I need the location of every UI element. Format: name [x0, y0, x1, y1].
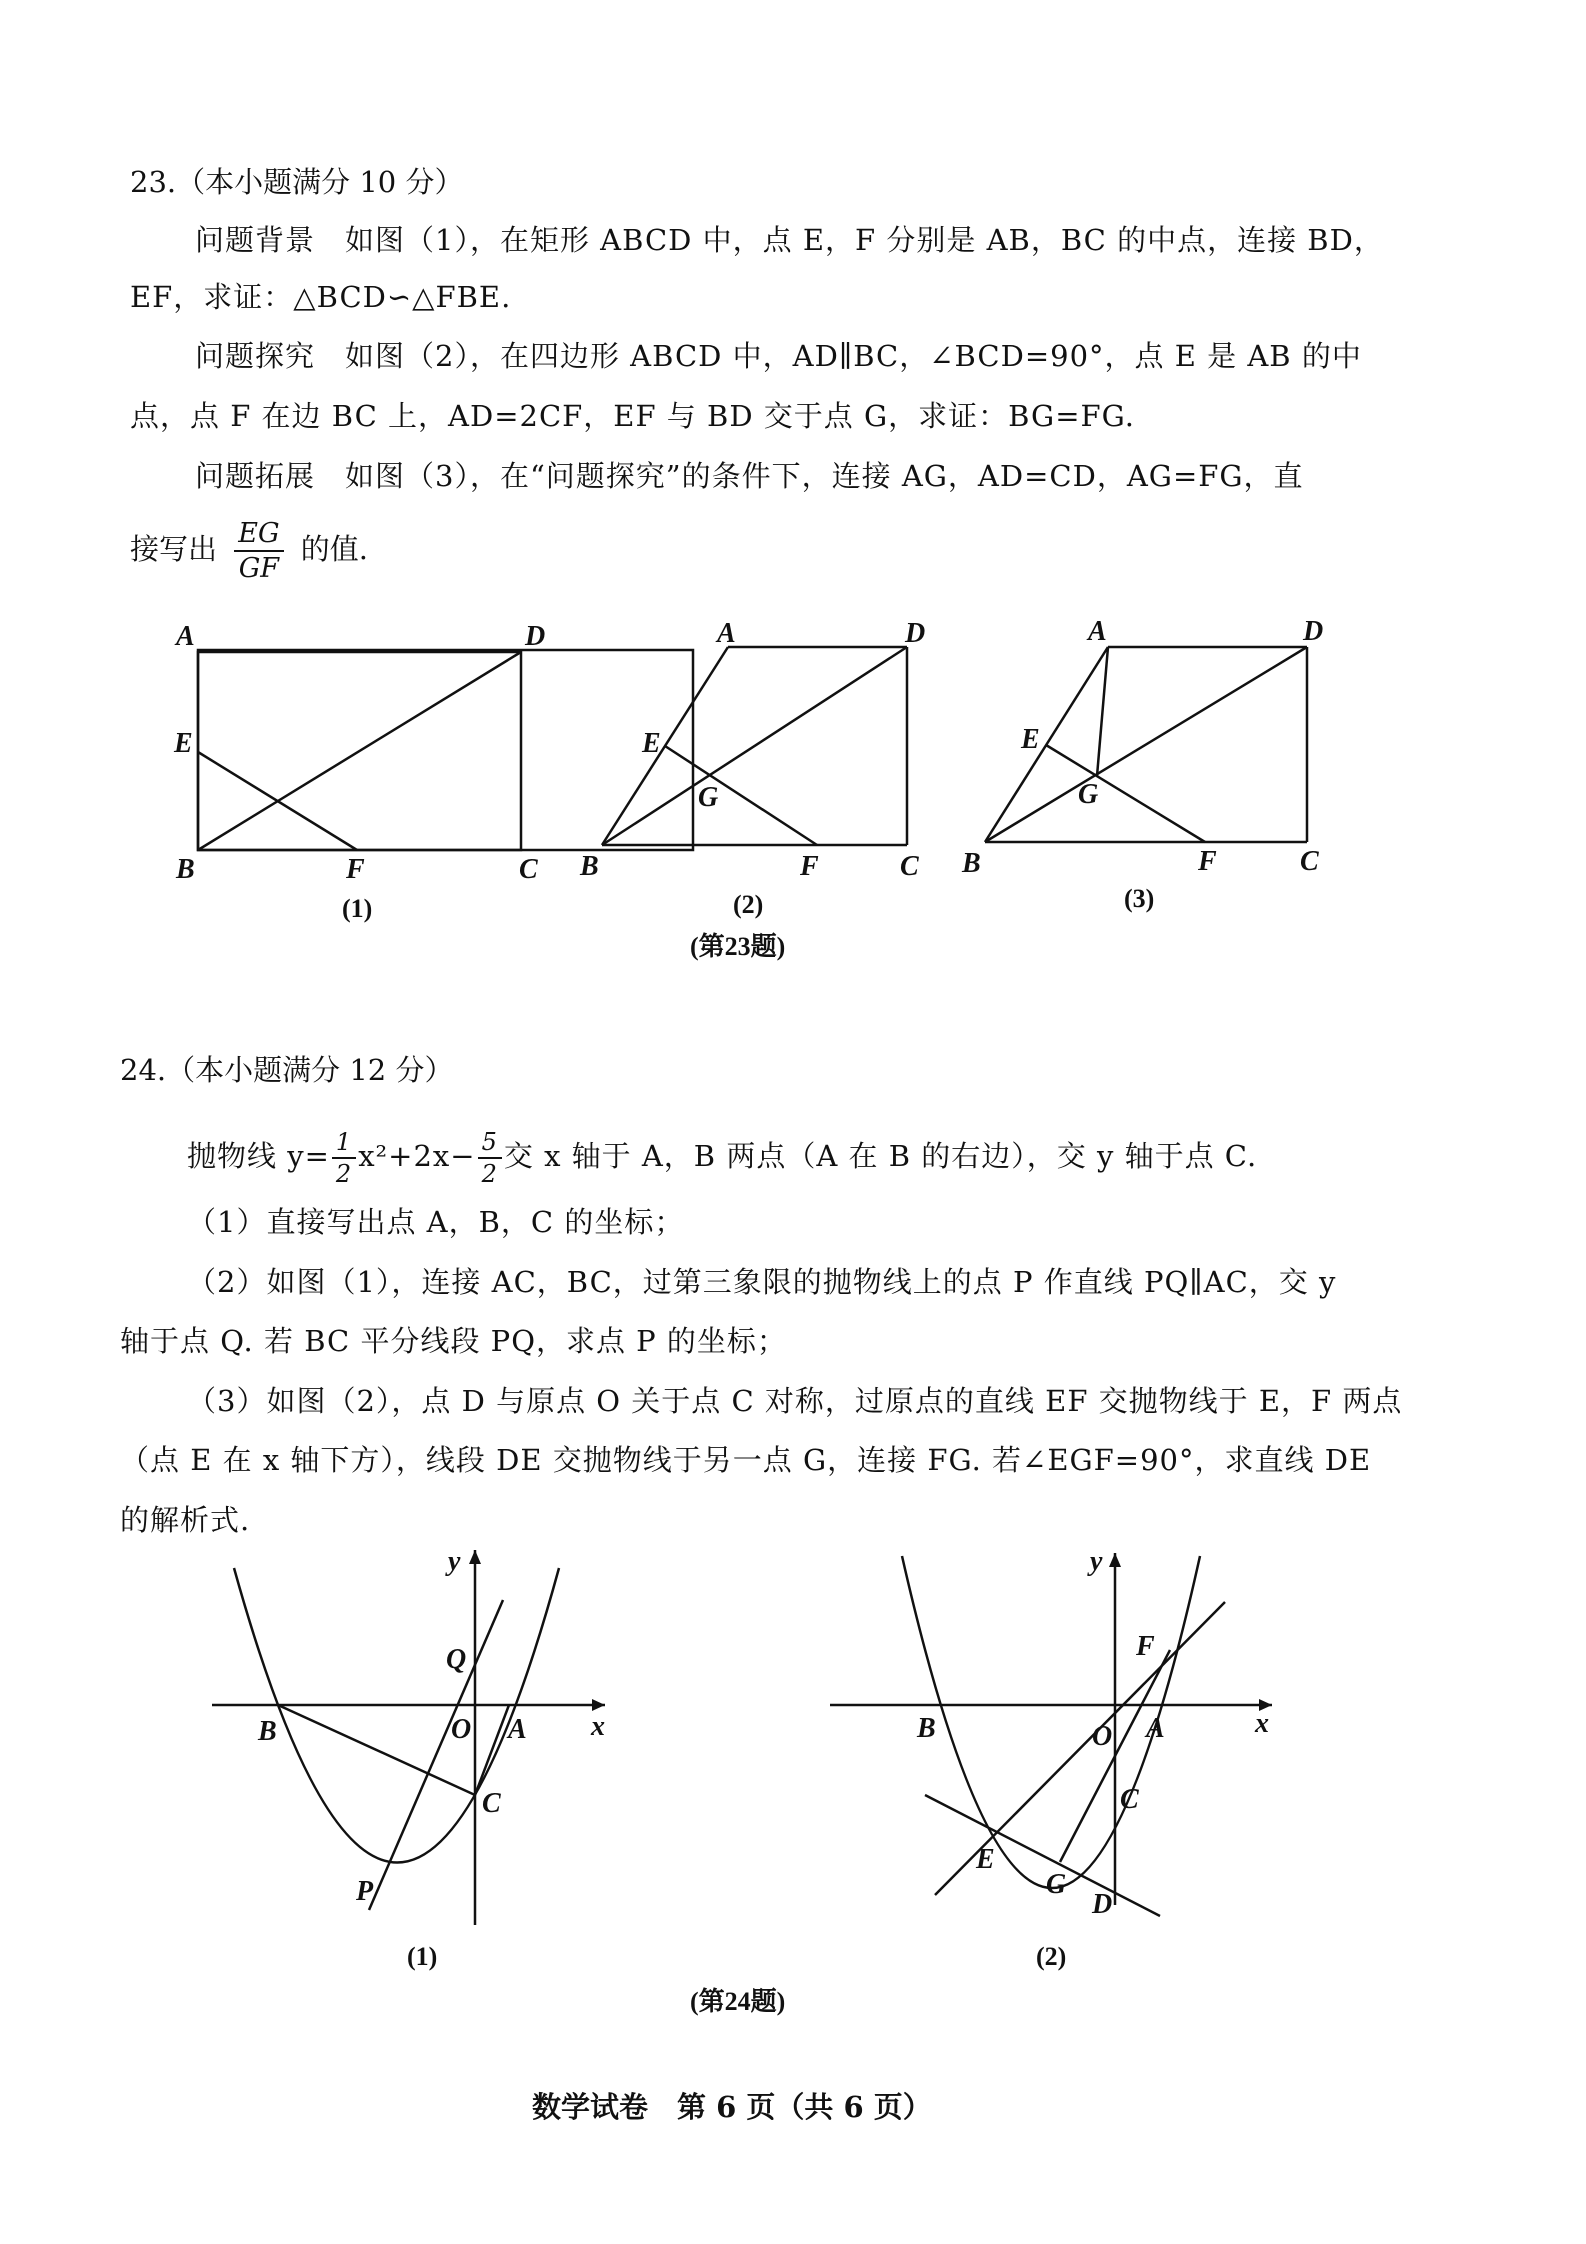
fig24-2-label-c: C	[1120, 1784, 1139, 1815]
fig24-1-label-c: C	[482, 1788, 501, 1819]
fig2-label-b: B	[580, 851, 599, 882]
fig24-1-segment-bc	[278, 1705, 475, 1795]
q23-background-line2: EF，求证：△BCD∽△FBE.	[130, 280, 512, 314]
fig24-2-label-o: O	[1092, 1721, 1113, 1752]
fig3-caption: (3)	[1124, 884, 1155, 913]
q23-heading: 23.（本小题满分 10 分）	[130, 165, 464, 199]
q24-part3-line3: 的解析式.	[120, 1503, 251, 1537]
fraction-denominator: 2	[335, 1160, 353, 1188]
fig24-2-label-f: F	[1136, 1631, 1155, 1662]
q23-extend-line1: 问题拓展 如图（3），在“问题探究”的条件下，连接 AG，AD=CD，AG=FG，直	[195, 459, 1304, 493]
q23-figure-title: (第23题)	[690, 932, 786, 961]
q24-frac-five-halves	[478, 1130, 502, 1186]
fig24-1-label-o: O	[451, 1714, 472, 1745]
fig3-label-e: E	[1021, 724, 1040, 755]
fig2-label-f: F	[800, 851, 819, 882]
q24-part3-line1: （3）如图（2），点 D 与原点 O 关于点 C 对称，过原点的直线 EF 交抛物线于 E，F 两点	[187, 1384, 1403, 1418]
fig24-2-label-a: A	[1146, 1713, 1165, 1744]
fig3-label-g: G	[1078, 779, 1099, 810]
q24-figure-title: (第24题)	[690, 1987, 786, 2016]
fig2-segment-ef	[665, 746, 817, 845]
fig2-caption: (2)	[733, 890, 764, 919]
fig24-2-label-y: y	[1090, 1546, 1103, 1577]
fraction-numerator: 1	[332, 1130, 356, 1159]
fig24-1-label-y: y	[448, 1546, 461, 1577]
fig3-segment-ef	[1046, 745, 1205, 842]
fig24-1-label-p: P	[356, 1876, 374, 1907]
fig24-2-label-e: E	[976, 1844, 995, 1875]
fig3-label-d: D	[1303, 616, 1324, 647]
fraction-numerator: EG	[234, 520, 283, 552]
fig24-1-segment-ac	[475, 1705, 509, 1795]
fig1-label-e: E	[174, 728, 193, 759]
fig24-1-label-x: x	[591, 1711, 605, 1742]
q24-frac-half	[332, 1130, 356, 1186]
fig1-label-f: F	[346, 854, 365, 885]
q23-explore-line1: 问题探究 如图（2），在四边形 ABCD 中，AD∥BC，∠BCD=90°，点 E 是 AB 的中	[195, 339, 1362, 373]
fig1-label-a: A	[176, 621, 195, 652]
q24-part2-line2: 轴于点 Q. 若 BC 平分线段 PQ，求点 P 的坐标；	[120, 1324, 787, 1358]
fig3-label-c: C	[1300, 846, 1319, 877]
fig3-label-f: F	[1198, 846, 1217, 877]
q24-part1: （1）直接写出点 A，B，C 的坐标；	[187, 1205, 685, 1239]
fraction-denominator: GF	[238, 553, 280, 584]
q24-part2-line1: （2）如图（1），连接 AC，BC，过第三象限的抛物线上的点 P 作直线 PQ∥AC，交 y	[187, 1265, 1337, 1299]
q23-extend-suffix: 的值.	[300, 532, 368, 566]
fig24-1-label-a: A	[508, 1714, 527, 1745]
fig24-1-label-b: B	[258, 1716, 277, 1747]
fig3-segment-ag	[1097, 647, 1108, 776]
fig24-2-label-g: G	[1046, 1869, 1067, 1900]
fraction-denominator: 2	[481, 1160, 498, 1188]
fraction-numerator: 5	[478, 1130, 502, 1159]
q24-part3-line2: （点 E 在 x 轴下方），线段 DE 交抛物线于另一点 G，连接 FG. 若∠EGF=90°，求直线 DE	[120, 1443, 1372, 1477]
fig2-label-a: A	[717, 618, 736, 649]
fig1-label-c: C	[519, 854, 538, 885]
q24-intro	[187, 1130, 1257, 1186]
fig24-2-label-b: B	[917, 1713, 936, 1744]
page-footer: 数学试卷 第 6 页（共 6 页）	[532, 2090, 932, 2124]
fig24-2-y-arrow	[1109, 1553, 1121, 1567]
q23-extend-prefix: 接写出	[130, 532, 218, 566]
fig2-label-c: C	[900, 851, 919, 882]
fig24-1-caption: (1)	[407, 1942, 438, 1971]
q24-intro-c: 交 x 轴于 A，B 两点（A 在 B 的右边），交 y 轴于点 C.	[503, 1139, 1258, 1173]
q24-heading: 24.（本小题满分 12 分）	[120, 1053, 454, 1087]
fig2-label-e: E	[642, 728, 661, 759]
q23-background-line1: 问题背景 如图（1），在矩形 ABCD 中，点 E，F 分别是 AB，BC 的中点，连接 BD，	[195, 223, 1384, 257]
fig2-label-d: D	[905, 618, 926, 649]
q24-intro-a: 抛物线 y=	[187, 1139, 330, 1173]
fig24-1-label-q: Q	[446, 1644, 467, 1675]
fig1-segment-bd	[198, 652, 521, 850]
q24-intro-b: x²+2x−	[358, 1139, 476, 1173]
fig24-1-y-arrow	[469, 1550, 481, 1564]
fig2-label-g: G	[698, 782, 719, 813]
fig1-label-b: B	[176, 854, 195, 885]
fig24-2-label-d: D	[1092, 1889, 1113, 1920]
fig24-2-caption: (2)	[1036, 1942, 1067, 1971]
fig24-1-x-arrow	[592, 1699, 605, 1711]
fig24-2-label-x: x	[1255, 1708, 1269, 1739]
q23-explore-line2: 点，点 F 在边 BC 上，AD=2CF，EF 与 BD 交于点 G，求证：BG=FG.	[130, 399, 1135, 433]
fig3-label-b: B	[962, 848, 981, 879]
fig1-label-d: D	[525, 621, 546, 652]
fig1-caption: (1)	[342, 894, 373, 923]
fig3-label-a: A	[1088, 616, 1107, 647]
